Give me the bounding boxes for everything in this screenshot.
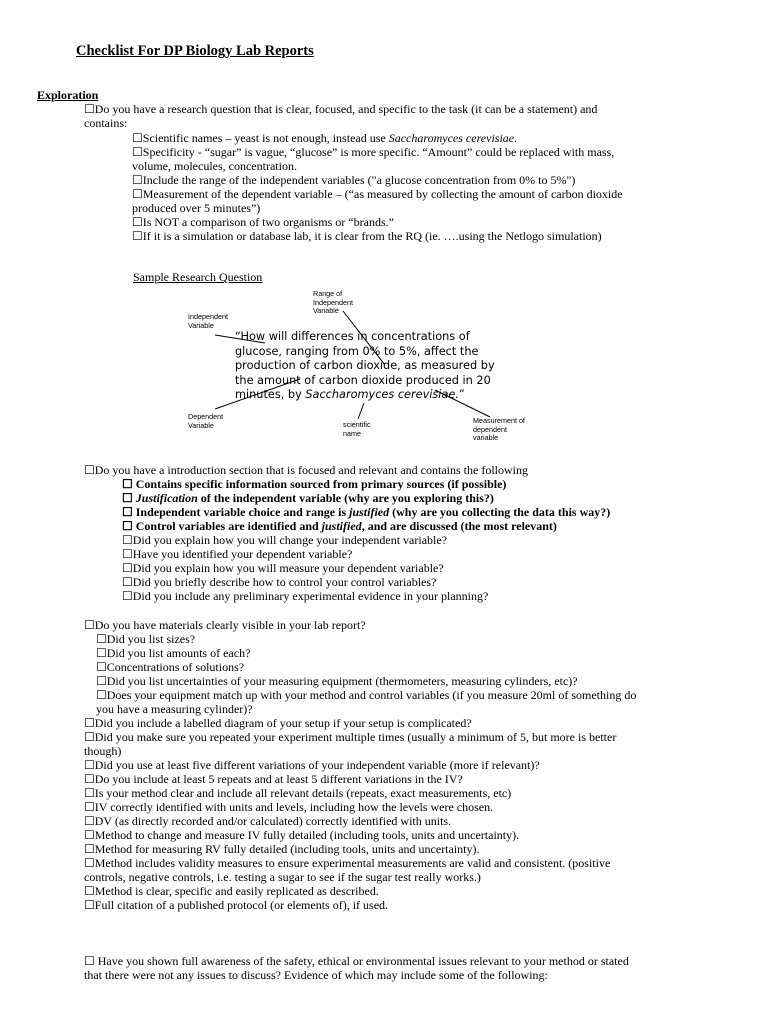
sample-research-question-diagram [180,285,540,445]
checkbox-icon: ☐ [84,814,95,828]
checklist-item-justification-iv: ☐ Justification of the independent variable (why are you exploring this?) [122,491,494,505]
checklist-item-simulation: ☐If it is a simulation or database lab, it is clear from the RQ (ie. ….using the Netlogo simulation) [132,229,602,243]
checklist-item-uncertainties: ☐Did you list uncertainties of your measuring equipment (thermometers, measuring cylinders, etc)? [96,674,578,688]
checkbox-icon: ☐ [84,772,95,786]
checklist-item-control-variables: ☐ Control variables are identified and justified, and are discussed (the most relevant) [122,519,557,533]
checklist-item-materials: ☐Do you have materials clearly visible in your lab report? [84,618,366,632]
checkbox-icon: ☐ [132,229,143,243]
checkbox-icon: ☐ [122,477,133,491]
checklist-item-iv-range-justified: ☐ Independent variable choice and range is justified (why are you collecting the data this way?) [122,505,611,519]
checkbox-icon: ☐ [122,505,133,519]
checkbox-icon: ☐ [84,954,95,968]
checklist-item-iv-identified: ☐IV correctly identified with units and levels, including how the levels were chosen. [84,800,494,814]
section-heading-exploration: Exploration [37,88,99,102]
checkbox-icon: ☐ [122,561,133,575]
checklist-item-measure-dv: ☐Did you explain how you will measure your dependent variable? [122,561,444,575]
checklist-item-change-iv: ☐Did you explain how you will change your independent variable? [122,533,448,547]
checkbox-icon: ☐ [122,547,133,561]
checkbox-icon: ☐ [132,187,143,201]
checkbox-icon: ☐ [96,632,107,646]
checkbox-icon: ☐ [132,173,143,187]
sample-research-question-heading: Sample Research Question [133,270,263,284]
checklist-item-identify-dv: ☐Have you identified your dependent variable? [122,547,353,561]
checklist-item-citation: ☐Full citation of a published protocol (or elements of), if used. [84,898,389,912]
checklist-item-preliminary-evidence: ☐Did you include any preliminary experimental evidence in your planning? [122,589,489,603]
checkbox-icon: ☐ [84,758,95,772]
checklist-item-method-rv: ☐Method for measuring RV fully detailed (including tools, units and uncertainty). [84,842,480,856]
checkbox-icon: ☐ [96,646,107,660]
checkbox-icon: ☐ [132,145,143,159]
checklist-item-five-repeats: ☐Do you include at least 5 repeats and at least 5 different variations in the IV? [84,772,463,786]
checkbox-icon: ☐ [84,716,95,730]
checkbox-icon: ☐ [122,519,133,533]
checklist-item-scientific-names: ☐Scientific names – yeast is not enough, instead use Saccharomyces cerevisiae. [132,131,518,145]
checkbox-icon: ☐ [84,463,95,477]
checklist-item-primary-sources: ☐ Contains specific information sourced from primary sources (if possible) [122,477,507,491]
checkbox-icon: ☐ [84,842,95,856]
checkbox-icon: ☐ [84,800,95,814]
sample-research-question-text: “How will differences in concentrations of glucose, ranging from 0% to 5%, affect the production of carbon dioxide, as measured by the amount of carbon dioxide produced in 20 minutes, by Saccharomyces cerevisiae.” [235,330,495,401]
checkbox-icon: ☐ [122,491,133,505]
checkbox-icon: ☐ [84,730,95,744]
checklist-item-introduction: ☐Do you have a introduction section that is focused and relevant and contains the following [84,463,528,477]
checkbox-icon: ☐ [132,131,143,145]
checkbox-icon: ☐ [96,660,107,674]
checklist-item-safety-ethics: ☐ Have you shown full awareness of the safety, ethical or environmental issues relevant to your method or stated that there were not any issues to discuss? Evidence of which may include some of the following: [84,954,629,983]
checklist-item-replicable: ☐Method is clear, specific and easily replicated as described. [84,884,379,898]
checklist-item-concentrations: ☐Concentrations of solutions? [96,660,245,674]
checklist-item-labelled-diagram: ☐Did you include a labelled diagram of your setup if your setup is complicated? [84,716,472,730]
label-range-of-independent-variable: Range of Independent Variable [313,289,353,316]
checklist-item-sizes: ☐Did you list sizes? [96,632,196,646]
checklist-item-repeats: ☐Did you make sure you repeated your experiment multiple times (usually a minimum of 5, but more is better though) [84,730,617,759]
label-measurement-of-dependent-variable: Measurement of dependent variable [473,416,525,443]
label-scientific-name: scientific name [343,420,371,438]
checkbox-icon: ☐ [84,856,95,870]
checkbox-icon: ☐ [122,533,133,547]
checklist-item-research-question: ☐Do you have a research question that is clear, focused, and specific to the task (it can be a statement) and contains: [84,102,598,131]
checklist-item-measurement: ☐Measurement of the dependent variable – (“as measured by collecting the amount of carbon dioxide produced over 5 minutes”) [132,187,623,216]
checklist-item-method-clear: ☐Is your method clear and include all relevant details (repeats, exact measurements, etc) [84,786,512,800]
checklist-item-validity: ☐Method includes validity measures to ensure experimental measurements are valid and consistent. (positive controls, negative controls, i.e. testing a sugar to see if the sugar test really works.) [84,856,611,885]
checkbox-icon: ☐ [122,589,133,603]
checklist-item-equipment-match: ☐Does your equipment match up with your method and control variables (if you measure 20ml of something do you have a measuring cylinder)? [96,688,637,717]
checklist-item-not-comparison: ☐Is NOT a comparison of two organisms or “brands.” [132,215,394,229]
checklist-item-amounts: ☐Did you list amounts of each? [96,646,251,660]
label-dependent-variable: Dependent Variable [188,412,224,430]
checkbox-icon: ☐ [96,688,107,702]
checkbox-icon: ☐ [84,828,95,842]
label-independent-variable: Independent Variable [188,312,228,330]
checkbox-icon: ☐ [132,215,143,229]
checkbox-icon: ☐ [84,618,95,632]
checkbox-icon: ☐ [96,674,107,688]
document-title: Checklist For DP Biology Lab Reports [76,43,314,59]
checkbox-icon: ☐ [84,102,95,116]
checklist-item-five-variations: ☐Did you use at least five different variations of your independent variable (more if relevant)? [84,758,540,772]
checklist-item-control-cv: ☐Did you briefly describe how to control your control variables? [122,575,437,589]
checkbox-icon: ☐ [84,884,95,898]
checklist-item-range: ☐Include the range of the independent variables ("a glucose concentration from 0% to 5%") [132,173,576,187]
checkbox-icon: ☐ [122,575,133,589]
checkbox-icon: ☐ [84,898,95,912]
checkbox-icon: ☐ [84,786,95,800]
checklist-item-specificity: ☐Specificity - “sugar” is vague, “glucose” is more specific. “Amount” could be replaced with mass, volume, molecules, concentration. [132,145,615,174]
checklist-item-dv-identified: ☐DV (as directly recorded and/or calculated) correctly identified with units. [84,814,452,828]
checklist-item-method-iv: ☐Method to change and measure IV fully detailed (including tools, units and uncertainty). [84,828,520,842]
